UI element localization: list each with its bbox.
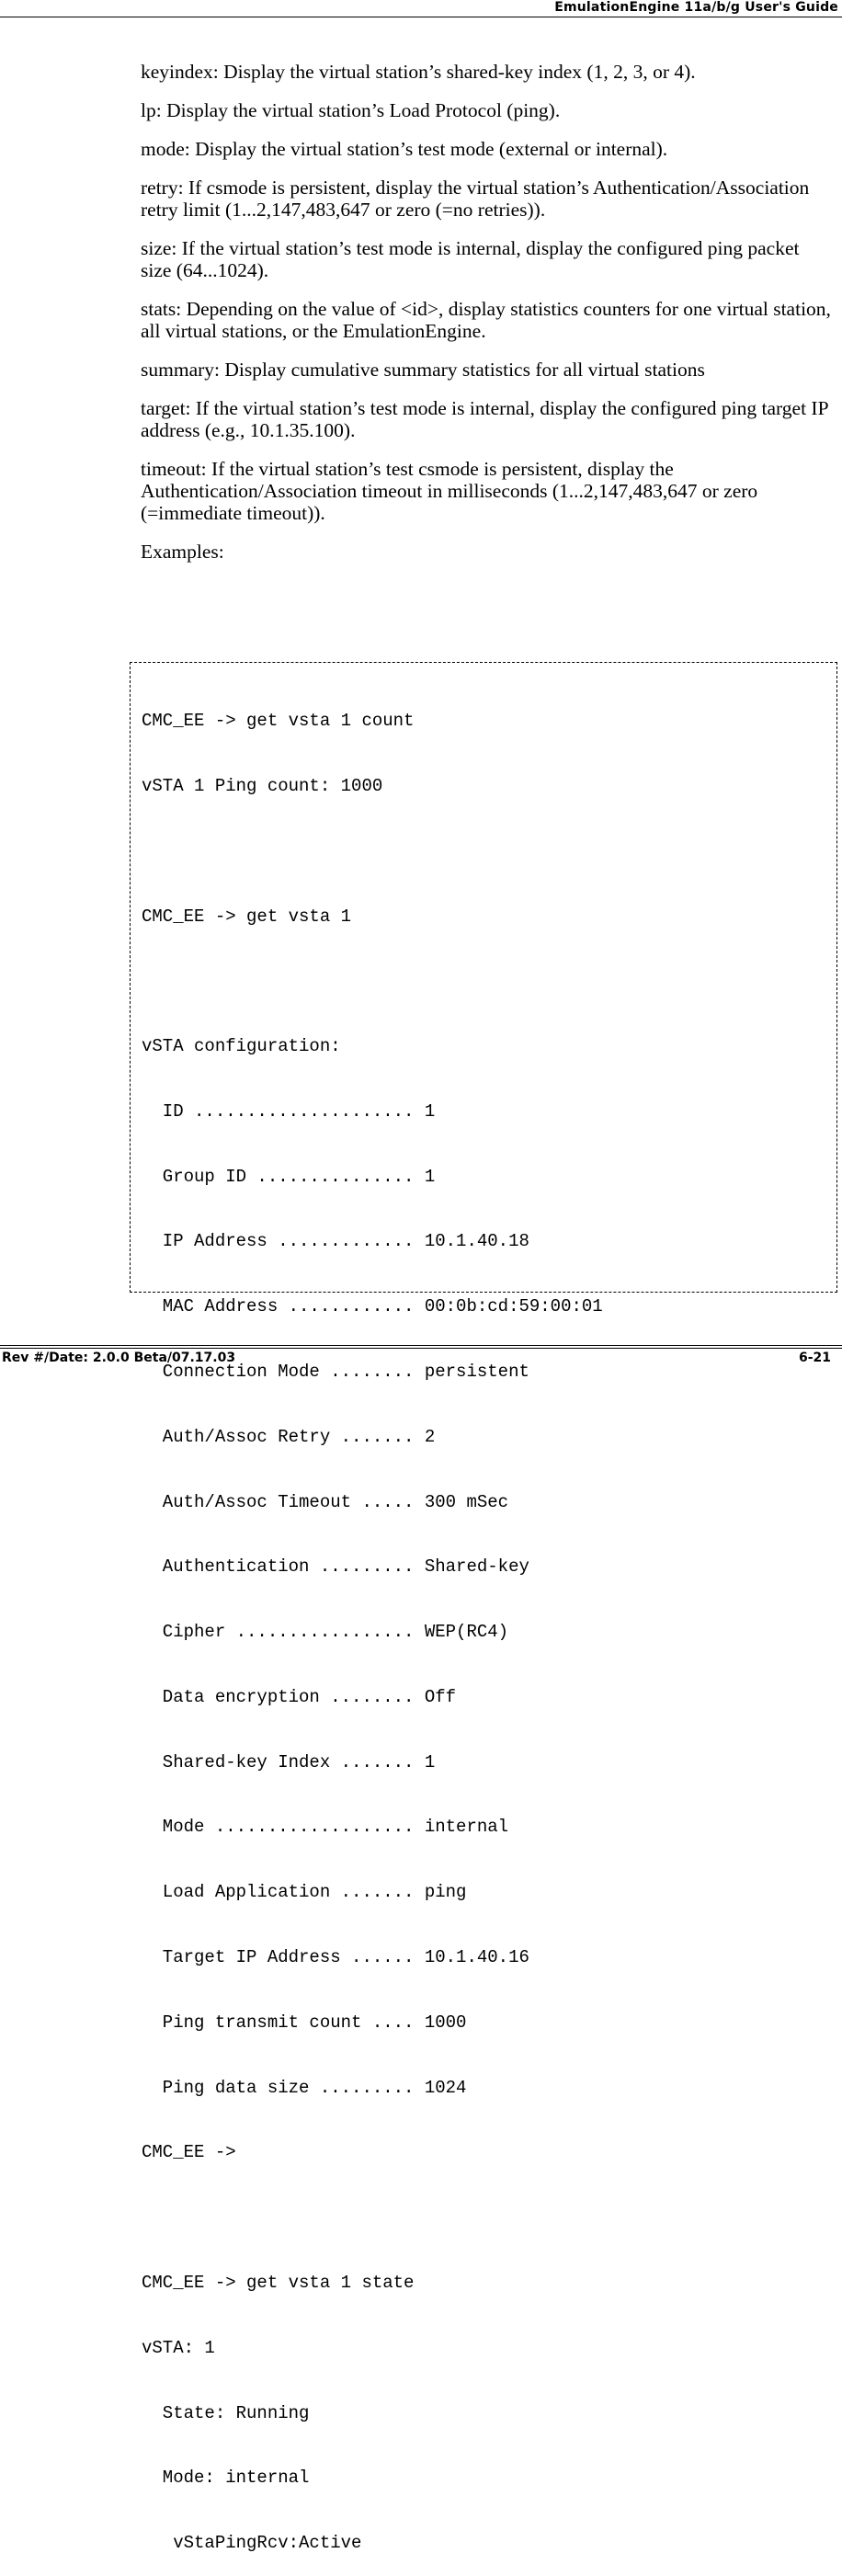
code-line: CMC_EE -> get vsta 1 count [142, 711, 415, 732]
code-line: IP Address ............. 10.1.40.18 [142, 1231, 529, 1252]
paragraph-retry: retry: If csmode is persistent, display the virtual station’s Authentication/Association retry limit (1...2,147,483,647 or zero (=no retries)). [141, 177, 810, 221]
paragraph-lp: lp: Display the virtual station’s Load Protocol (ping). [141, 99, 561, 121]
code-line: Data encryption ........ Off [142, 1686, 457, 1707]
code-line [142, 841, 836, 863]
code-line: Auth/Assoc Timeout ..... 300 mSec [142, 1491, 509, 1512]
code-line: vSTA: 1 [142, 2337, 215, 2358]
paragraph-summary: summary: Display cumulative summary statistics for all virtual stations [141, 359, 705, 381]
code-line [142, 971, 836, 993]
code-line: ID ..................... 1 [142, 1100, 436, 1122]
code-line: Auth/Assoc Retry ....... 2 [142, 1426, 436, 1447]
code-line: CMC_EE -> get vsta 1 state [142, 2272, 415, 2293]
code-line: vStaPingRcv:Active [142, 2533, 362, 2554]
code-line: Shared-key Index ....... 1 [142, 1751, 436, 1772]
code-line: Group ID ............... 1 [142, 1166, 436, 1187]
body-text [141, 61, 832, 567]
code-line: Ping transmit count .... 1000 [142, 2012, 467, 2033]
examples-heading: Examples: [141, 541, 224, 563]
footer-rule [0, 1348, 842, 1349]
paragraph-timeout: timeout: If the virtual station’s test csmode is persistent, display the Authentication/Association timeout in milliseconds (1...2,147,483,647 or zero (=immediate timeout)). [141, 458, 758, 524]
code-line: vSTA configuration: [142, 1036, 341, 1057]
paragraph-target: target: If the virtual station’s test mode is internal, display the configured ping target IP address (e.g., 10.1.35.100). [141, 397, 828, 441]
page-number: 6-21 [798, 1351, 831, 1365]
paragraph-stats: stats: Depending on the value of <id>, display statistics counters for one virtual station, all virtual stations, or the EmulationEngine. [141, 298, 831, 342]
code-line: Ping data size ......... 1024 [142, 2077, 467, 2098]
paragraph-keyindex: keyindex: Display the virtual station’s shared-key index (1, 2, 3, or 4). [141, 61, 696, 83]
footer-rule [0, 1345, 842, 1346]
code-line: Authentication ......... Shared-key [142, 1556, 529, 1578]
code-line: CMC_EE -> [142, 2142, 236, 2163]
paragraph-size: size: If the virtual station’s test mode is internal, display the configured ping packet size (64...1024). [141, 237, 800, 281]
code-line: Connection Mode ........ persistent [142, 1362, 529, 1382]
code-line: Cipher ................. WEP(RC4) [142, 1622, 509, 1643]
code-line: Target IP Address ...... 10.1.40.16 [142, 1947, 529, 1968]
code-line: Load Application ....... ping [142, 1882, 467, 1903]
paragraph-mode: mode: Display the virtual station’s test mode (external or internal). [141, 138, 668, 160]
code-line [142, 2207, 836, 2229]
code-line: Mode ................... internal [142, 1817, 509, 1838]
code-line: MAC Address ............ 00:0b:cd:59:00:01 [142, 1296, 603, 1317]
code-line: State: Running [142, 2402, 310, 2423]
footer-revision: Rev #/Date: 2.0.0 Beta/07.17.03 [2, 1351, 236, 1365]
header-title: EmulationEngine 11a/b/g User's Guide [554, 0, 838, 15]
code-line: Mode: internal [142, 2468, 310, 2489]
code-line: CMC_EE -> get vsta 1 [142, 906, 352, 927]
code-line: vSTA 1 Ping count: 1000 [142, 775, 383, 796]
